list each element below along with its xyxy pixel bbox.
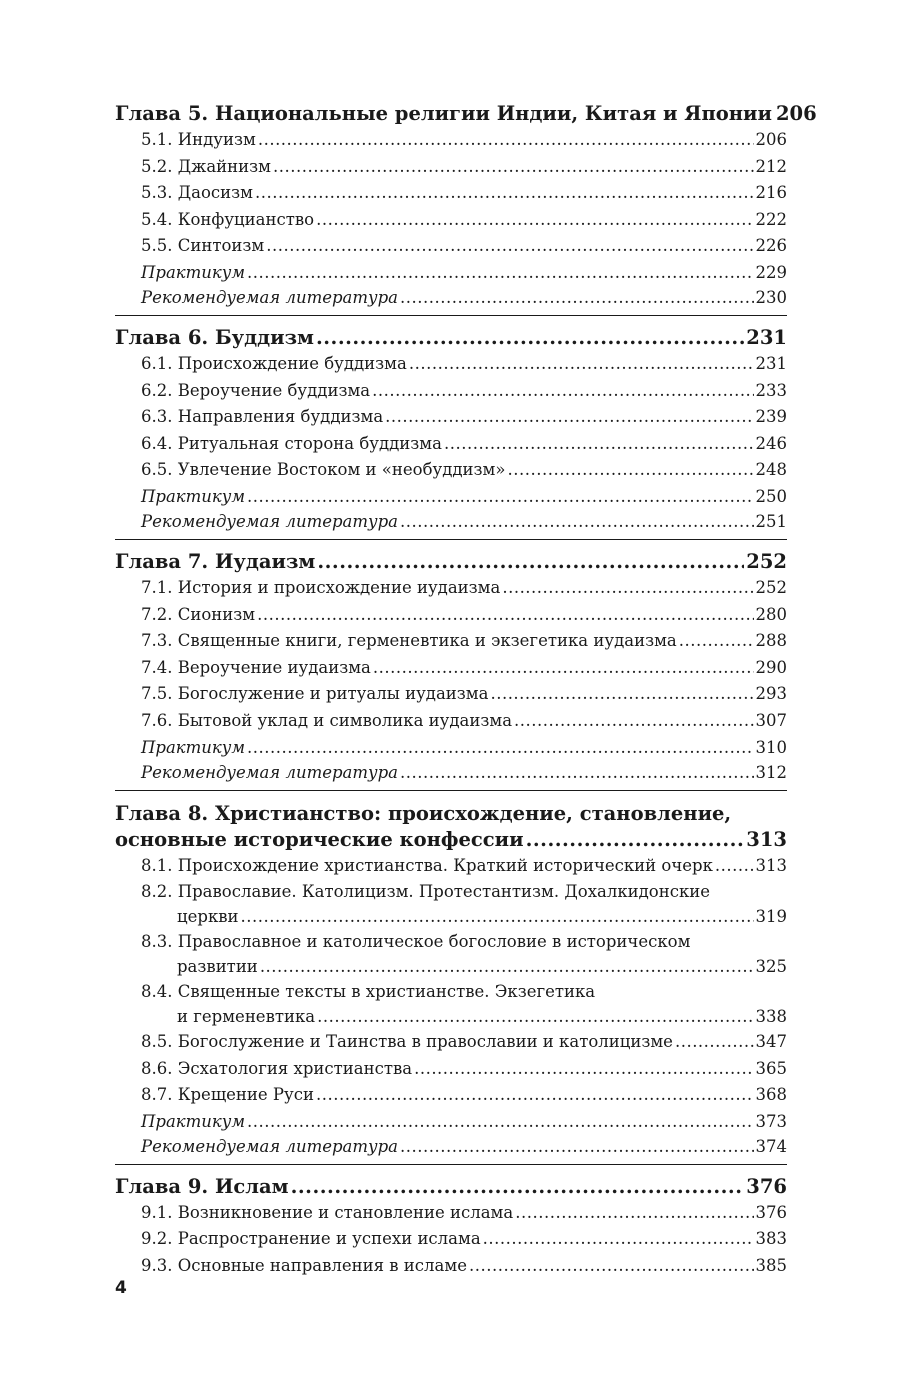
section-title: 8.7. Крещение Руси (141, 1085, 314, 1105)
dot-leader (266, 233, 753, 260)
section-title-line2: и герменевтика (177, 1007, 316, 1027)
section-page: 239 (755, 407, 787, 427)
page-number: 4 (115, 1278, 127, 1298)
literature-entry (115, 1134, 787, 1159)
practicum-page: 250 (755, 486, 787, 506)
section-page: 319 (755, 907, 787, 927)
dot-leader (715, 853, 754, 880)
section-title: 9.3. Основные направления в исламе (141, 1256, 467, 1276)
dot-leader (400, 760, 753, 785)
dot-leader (675, 1029, 754, 1056)
literature-page: 374 (755, 1136, 787, 1156)
dot-leader (400, 1134, 753, 1159)
section-page: 385 (755, 1256, 787, 1276)
section-title: 6.1. Происхождение буддизма (141, 353, 407, 373)
section-page: 252 (755, 577, 787, 597)
dot-leader (291, 1174, 745, 1200)
literature-title: Рекомендуемая литература (141, 762, 399, 782)
section-page: 233 (755, 380, 787, 400)
section-page: 288 (755, 631, 787, 651)
dot-leader (385, 404, 753, 431)
section-title: 5.3. Даосизм (141, 183, 253, 203)
chapter-title: Глава 5. Национальные религии Индии, Китая и Японии (115, 102, 772, 125)
literature-entry (115, 509, 787, 534)
dot-leader (414, 1056, 753, 1083)
section-title: 8.6. Эсхатология христианства (141, 1058, 413, 1078)
section-continuation (115, 904, 787, 929)
section-page: 368 (755, 1085, 787, 1105)
chapter-heading (115, 101, 817, 127)
practicum-page: 310 (755, 737, 787, 757)
dot-leader (247, 735, 753, 760)
section-continuation (115, 954, 787, 979)
section-title-line2: церкви (177, 907, 239, 927)
section-title: 9.1. Возникновение и становление ислама (141, 1202, 514, 1222)
toc-entry (115, 1056, 787, 1083)
literature-entry (115, 760, 787, 785)
chapter-7 (115, 549, 787, 791)
dot-leader (317, 1004, 753, 1029)
chapter-title: Глава 7. Иудаизм (115, 549, 316, 573)
toc-entry (115, 575, 787, 602)
section-continuation (115, 1004, 787, 1029)
toc-entry (115, 207, 787, 234)
section-page: 226 (755, 236, 787, 256)
literature-title: Рекомендуемая литература (141, 511, 399, 531)
chapter-page: 231 (746, 325, 787, 349)
section-title: 6.5. Увлечение Востоком и «необуддизм» (141, 460, 506, 480)
section-page: 325 (755, 957, 787, 977)
dot-leader (444, 431, 754, 458)
toc-entry (115, 681, 787, 708)
dot-leader (502, 575, 753, 602)
section-title: 5.1. Индуизм (141, 130, 256, 149)
section-page: 248 (755, 460, 787, 480)
dot-leader (247, 1109, 753, 1134)
dot-leader (400, 509, 753, 534)
section-title: 6.3. Направления буддизма (141, 407, 384, 427)
dot-leader (400, 285, 753, 310)
section-page: 383 (755, 1229, 787, 1249)
section-page: 212 (755, 156, 787, 176)
chapter-title-line2: основные исторические конфессии (115, 827, 524, 851)
section-page: 206 (755, 130, 787, 149)
dot-leader (526, 827, 745, 853)
section-page: 365 (755, 1058, 787, 1078)
practicum-title: Практикум (141, 486, 246, 506)
toc-entry (115, 929, 787, 979)
section-title: 5.4. Конфуцианство (141, 209, 315, 229)
section-page: 347 (755, 1032, 787, 1052)
toc-entry (115, 127, 787, 154)
section-title: 8.5. Богослужение и Таинства в православии и католицизме (141, 1032, 673, 1052)
section-page: 280 (755, 604, 787, 624)
chapter-5 (115, 101, 817, 316)
dot-leader (247, 484, 753, 509)
literature-title: Рекомендуемая литература (141, 287, 399, 307)
literature-entry (115, 285, 787, 310)
dot-leader (514, 708, 753, 735)
chapter-page: 206 (775, 102, 817, 125)
section-title: 7.4. Вероучение иудаизма (141, 657, 371, 677)
dot-leader (372, 378, 753, 405)
table-of-contents (115, 101, 817, 1294)
section-page: 338 (755, 1007, 787, 1027)
chapter-8 (115, 800, 787, 1165)
toc-entry (115, 180, 787, 207)
practicum-page: 373 (755, 1111, 787, 1131)
section-title-line1: 8.2. Православие. Католицизм. Протестантизм. Дохалкидонские (141, 882, 711, 902)
toc-entry (115, 879, 787, 929)
chapter-heading (115, 1174, 787, 1200)
section-title: 7.3. Священные книги, герменевтика и экзегетика иудаизма (141, 631, 677, 651)
dot-leader (241, 904, 754, 929)
chapter-title-line1: Глава 8. Христианство: происхождение, становление, (115, 801, 732, 825)
practicum-title: Практикум (141, 1111, 246, 1131)
toc-entry (115, 655, 787, 682)
section-page: 290 (755, 657, 787, 677)
practicum-entry (115, 1109, 787, 1134)
toc-entry (115, 1029, 787, 1056)
dot-leader (679, 628, 754, 655)
dot-leader (469, 1253, 754, 1280)
toc-entry (115, 1082, 787, 1109)
section-title: 6.4. Ритуальная сторона буддизма (141, 433, 442, 453)
section-title: 8.1. Происхождение христианства. Краткий исторический очерк (141, 855, 713, 875)
practicum-entry (115, 484, 787, 509)
dot-leader (316, 1082, 754, 1109)
chapter-9 (115, 1174, 787, 1285)
chapter-page: 376 (746, 1174, 787, 1198)
toc-entry (115, 378, 787, 405)
toc-entry (115, 628, 787, 655)
dot-leader (317, 549, 744, 575)
practicum-entry (115, 260, 787, 285)
toc-entry (115, 1226, 787, 1253)
dot-leader (409, 351, 754, 378)
section-page: 313 (755, 855, 787, 875)
chapter-page: 252 (746, 549, 787, 573)
dot-leader (255, 180, 754, 207)
toc-entry (115, 708, 787, 735)
literature-page: 312 (755, 762, 787, 782)
chapter-heading (115, 549, 787, 575)
chapter-heading (115, 325, 787, 351)
toc-entry (115, 1253, 787, 1280)
toc-entry (115, 1200, 787, 1227)
dot-leader (507, 457, 753, 484)
chapter-6 (115, 325, 787, 540)
literature-page: 251 (755, 511, 787, 531)
section-title-line2: развитии (177, 957, 258, 977)
dot-leader (273, 154, 754, 181)
toc-entry (115, 602, 787, 629)
dot-leader (373, 655, 754, 682)
section-title: 7.2. Сионизм (141, 604, 256, 624)
toc-entry (115, 431, 787, 458)
dot-leader (260, 954, 754, 979)
practicum-title: Практикум (141, 262, 246, 282)
section-title: 7.5. Богослужение и ритуалы иудаизма (141, 684, 489, 704)
section-page: 307 (755, 710, 787, 730)
dot-leader (316, 325, 744, 351)
section-page: 246 (755, 433, 787, 453)
chapter-heading (115, 827, 787, 853)
toc-entry (115, 457, 787, 484)
section-page: 216 (755, 183, 787, 203)
toc-entry (115, 979, 787, 1029)
dot-leader (483, 1226, 754, 1253)
section-title: 7.6. Бытовой уклад и символика иудаизма (141, 710, 513, 730)
section-title: 7.1. История и происхождение иудаизма (141, 577, 501, 597)
section-page: 222 (755, 209, 787, 229)
practicum-page: 229 (755, 262, 787, 282)
section-title: 5.5. Синтоизм (141, 236, 265, 256)
toc-entry (115, 853, 787, 880)
practicum-title: Практикум (141, 737, 246, 757)
toc-entry (115, 404, 787, 431)
toc-entry (115, 233, 787, 260)
section-page: 376 (755, 1202, 787, 1222)
section-title: 5.2. Джайнизм (141, 156, 271, 176)
dot-leader (515, 1200, 753, 1227)
section-title-line1: 8.4. Священные тексты в христианстве. Экзегетика (141, 982, 596, 1002)
section-page: 231 (755, 353, 787, 373)
practicum-entry (115, 735, 787, 760)
chapter-title: Глава 9. Ислам (115, 1174, 289, 1198)
dot-leader (257, 602, 753, 629)
section-page: 293 (755, 684, 787, 704)
section-title-line1: 8.3. Православное и католическое богословие в историческом (141, 932, 691, 952)
section-title: 6.2. Вероучение буддизма (141, 380, 371, 400)
literature-title: Рекомендуемая литература (141, 1136, 399, 1156)
toc-entry (115, 154, 787, 181)
dot-leader (258, 127, 754, 154)
toc-entry (115, 351, 787, 378)
chapter-title: Глава 6. Буддизм (115, 325, 314, 349)
section-title: 9.2. Распространение и успехи ислама (141, 1229, 481, 1249)
chapter-page: 313 (746, 827, 787, 851)
literature-page: 230 (755, 287, 787, 307)
dot-leader (490, 681, 753, 708)
dot-leader (316, 207, 753, 234)
dot-leader (247, 260, 753, 285)
